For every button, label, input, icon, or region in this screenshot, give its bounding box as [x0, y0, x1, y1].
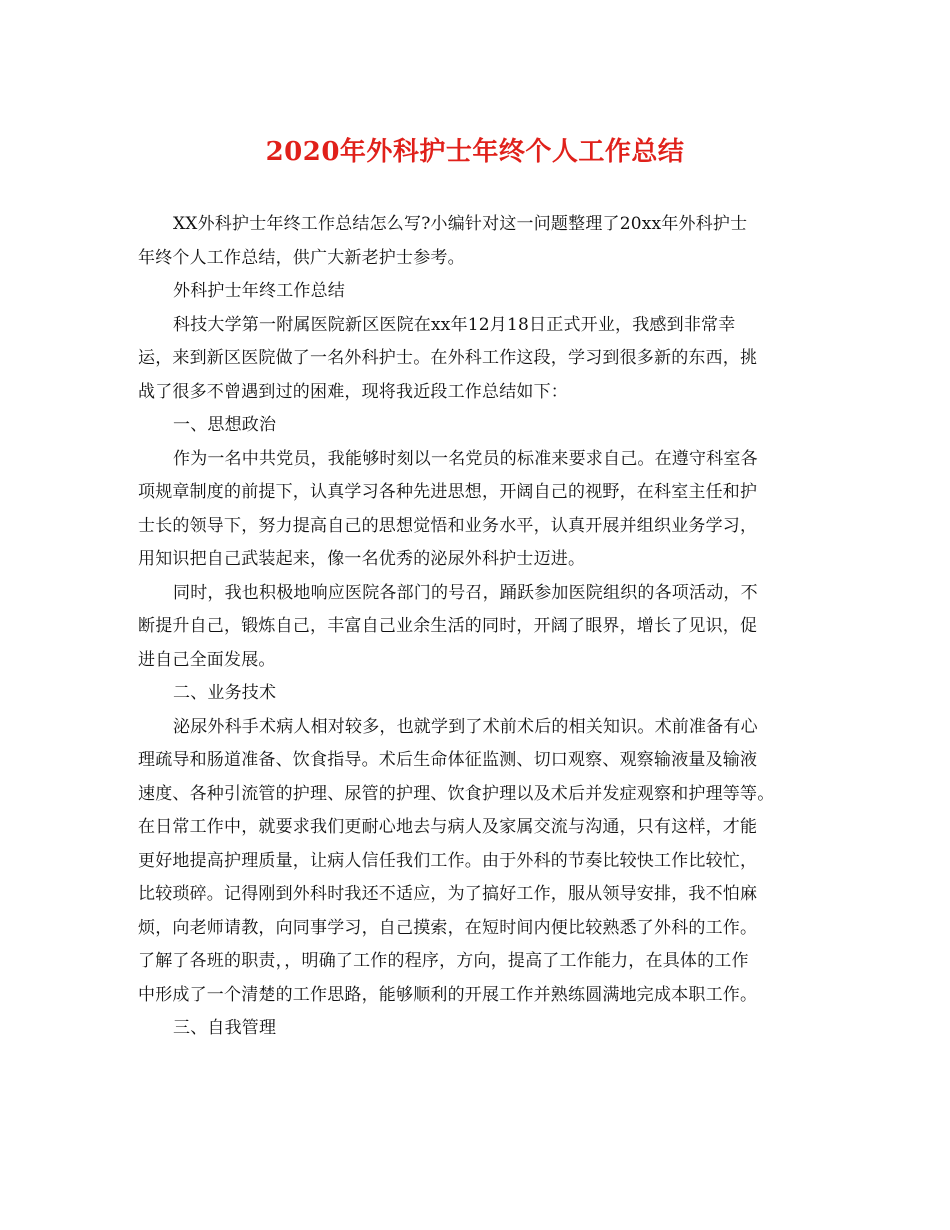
paragraph-line: 了解了各班的职责，，明确了工作的程序，方向，提高了工作能力，在具体的工作 [138, 951, 749, 971]
paragraph-line: 用知识把自己武装起来，像一名优秀的泌尿外科护士迈进。 [138, 549, 586, 569]
paragraph-line: 一、思想政治 [173, 415, 277, 435]
paragraph-line: 比较琐碎。记得刚到外科时我还不适应，为了搞好工作，服从领导安排，我不怕麻 [138, 884, 758, 904]
paragraph-line: 在日常工作中，就要求我们更耐心地去与病人及家属交流与沟通，只有这样，才能 [138, 817, 758, 837]
paragraph-line: 三、自我管理 [173, 1018, 277, 1038]
paragraph-line: 士长的领导下，努力提高自己的思想觉悟和业务水平，认真开展并组织业务学习， [138, 515, 758, 536]
document-body [138, 208, 816, 1046]
paragraph-line: 外科护士年终工作总结 [173, 281, 345, 301]
paragraph-line: 项规章制度的前提下，认真学习各种先进思想，开阔自己的视野，在科室主任和护 [138, 482, 758, 502]
paragraph-line: 进自己全面发展。 [138, 649, 276, 670]
paragraph-line: 速度、各种引流管的护理、尿管的护理、饮食护理以及术后并发症观察和护理等等。 [138, 783, 775, 804]
paragraph-line: 同时，我也积极地响应医院各部门的号召，踊跃参加医院组织的各项活动，不 [173, 582, 758, 603]
paragraph-line: 中形成了一个清楚的工作思路，能够顺利的开展工作并熟练圆满地完成本职工作。 [138, 984, 758, 1005]
paragraph-line: 更好地提高护理质量，让病人信任我们工作。由于外科的节奏比较快工作比较忙， [138, 850, 758, 871]
document-title: 2020年外科护士年终个人工作总结 [265, 137, 685, 167]
paragraph-line: 泌尿外科手术病人相对较多，也就学到了术前术后的相关知识。术前准备有心 [173, 716, 758, 737]
paragraph-line: 运，来到新区医院做了一名外科护士。在外科工作这段，学习到很多新的东西，挑 [138, 348, 758, 368]
paragraph-line: 烦，向老师请教，向同事学习，自己摸索，在短时间内便比较熟悉了外科的工作。 [138, 917, 758, 938]
paragraph-line: 断提升自己，锻炼自己，丰富自己业余生活的同时，开阔了眼界，增长了见识，促 [138, 616, 758, 636]
paragraph-line: 战了很多不曾遇到过的困难，现将我近段工作总结如下： [138, 381, 568, 402]
paragraph-line: 二、业务技术 [173, 683, 277, 703]
paragraph-line: 理疏导和肠道准备、饮食指导。术后生命体征监测、切口观察、观察输液量及输液 [138, 750, 758, 770]
paragraph-line: XX外科护士年终工作总结怎么写?小编针对这一问题整理了20xx年外科护士 [173, 214, 748, 234]
paragraph-line: 年终个人工作总结，供广大新老护士参考。 [138, 247, 465, 268]
paragraph-line: 作为一名中共党员，我能够时刻以一名党员的标准来要求自己。在遵守科室各 [173, 448, 758, 469]
paragraph-line: 科技大学第一附属医院新区医院在xx年12月18日正式开业，我感到非常幸 [173, 314, 736, 335]
